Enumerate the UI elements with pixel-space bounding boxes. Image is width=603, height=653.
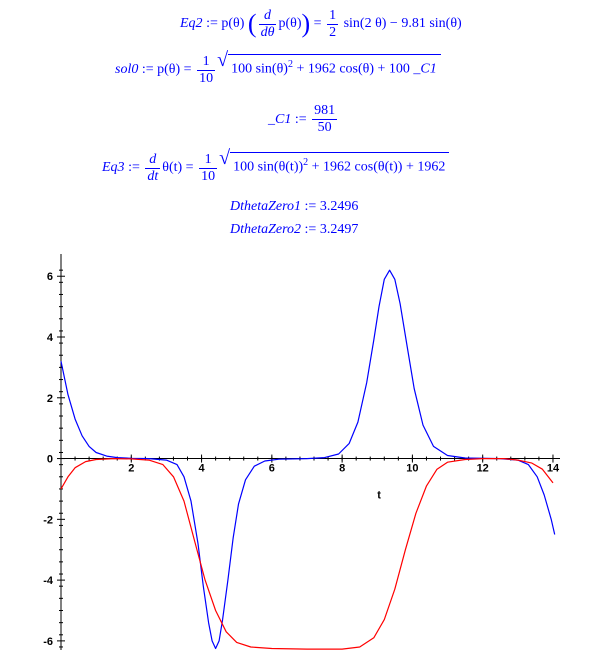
x-tick-label: 10 xyxy=(406,462,419,475)
dtheta2-name: DthetaZero2 xyxy=(230,222,302,237)
c1-line xyxy=(268,100,339,140)
y-tick-label: -4 xyxy=(43,575,53,588)
y-tick-label: -6 xyxy=(43,635,53,648)
eq3-sqrt xyxy=(219,148,449,188)
eq2-lhs-func: p(θ) xyxy=(221,16,245,32)
eq2-assign: := xyxy=(206,16,218,32)
eq2-half-den: 2 xyxy=(329,24,337,40)
eq3-rad-exp: 2 xyxy=(303,157,309,169)
sqrt-sign-icon: √ xyxy=(219,147,231,169)
sol0-rad-exp: 2 xyxy=(287,59,293,71)
c1-name: _C1 xyxy=(268,112,292,127)
dtheta2-line xyxy=(230,221,358,239)
x-axis-label: t xyxy=(377,489,381,502)
sol0-rad-c: _C1 xyxy=(413,62,437,77)
y-tick-label: 2 xyxy=(46,392,53,405)
dtheta2-value: 3.2497 xyxy=(319,222,359,237)
c1-den: 50 xyxy=(317,120,332,136)
eq2-inner: p(θ) xyxy=(278,16,302,32)
eq3-lhs-rest: θ(t) = xyxy=(162,160,194,176)
x-tick-label: 2 xyxy=(128,462,135,475)
eq3-d-den: dt xyxy=(147,168,159,184)
dtheta1-value: 3.2496 xyxy=(319,199,359,214)
eq3-d-num: d xyxy=(145,152,160,169)
eq3-rad-a: 100 sin(θ(t)) xyxy=(233,160,304,175)
dtheta2-assign: := xyxy=(304,222,317,237)
sol0-name: sol0 xyxy=(115,62,139,78)
sol0-frac-den: 10 xyxy=(199,70,214,86)
eq2-d-num: d xyxy=(259,8,277,25)
y-tick-label: 0 xyxy=(46,453,53,466)
plot-series xyxy=(61,270,555,649)
sol0-assign: := xyxy=(141,62,154,78)
x-tick-label: 12 xyxy=(476,462,489,475)
x-tick-label: 8 xyxy=(339,462,346,475)
sol0-line xyxy=(115,50,441,90)
dtheta1-line xyxy=(230,198,358,216)
eq3-frac-num: 1 xyxy=(199,152,217,169)
eq2-d-den: dθ xyxy=(260,24,275,40)
x-tick-label: 4 xyxy=(198,462,205,475)
eq3-derivative xyxy=(145,152,160,185)
sol0-frac xyxy=(197,54,215,87)
c1-num: 981 xyxy=(314,103,336,119)
eq2-name: Eq2 xyxy=(180,16,203,32)
sol0-frac-num: 1 xyxy=(197,54,215,71)
eq2-open-paren: ( xyxy=(247,9,257,38)
eq3-assign: := xyxy=(128,160,140,176)
sol0-rad-a: 100 sin(θ) xyxy=(231,62,288,77)
y-tick-label: 6 xyxy=(46,271,53,284)
c1-frac xyxy=(312,103,337,136)
eq2-half xyxy=(327,8,338,41)
sol0-sqrt xyxy=(217,50,441,90)
eq3-frac xyxy=(199,152,217,185)
sol0-lhs: p(θ) = xyxy=(157,62,192,78)
plot-canvas xyxy=(0,250,603,653)
sqrt-sign-icon: √ xyxy=(217,49,229,71)
eq2-line xyxy=(180,4,462,44)
eq3-name: Eq3 xyxy=(102,160,125,176)
eq3-frac-den: 10 xyxy=(201,168,216,184)
y-tick-label: -2 xyxy=(43,514,53,527)
eq2-half-num: 1 xyxy=(329,7,337,23)
c1-assign: := xyxy=(294,112,307,127)
eq3-rad-b: + 1962 cos(θ(t)) + 1962 xyxy=(311,160,446,175)
sol0-rad-b: + 1962 cos(θ) + 100 xyxy=(296,62,414,77)
x-tick-label: 6 xyxy=(268,462,275,475)
eq2-rhs: sin(2 θ) − 9.81 sin(θ) xyxy=(343,16,462,32)
eq2-close-paren: ) xyxy=(301,9,311,38)
x-tick-label: 14 xyxy=(546,462,560,475)
dtheta1-assign: := xyxy=(304,199,317,214)
y-tick-label: 4 xyxy=(46,332,53,345)
eq2-derivative xyxy=(259,8,277,41)
series-line-2 xyxy=(61,459,553,649)
eq2-equals: = xyxy=(313,16,322,32)
dtheta1-name: DthetaZero1 xyxy=(230,199,302,214)
plot-axes xyxy=(43,254,560,650)
eq3-line xyxy=(102,148,449,188)
